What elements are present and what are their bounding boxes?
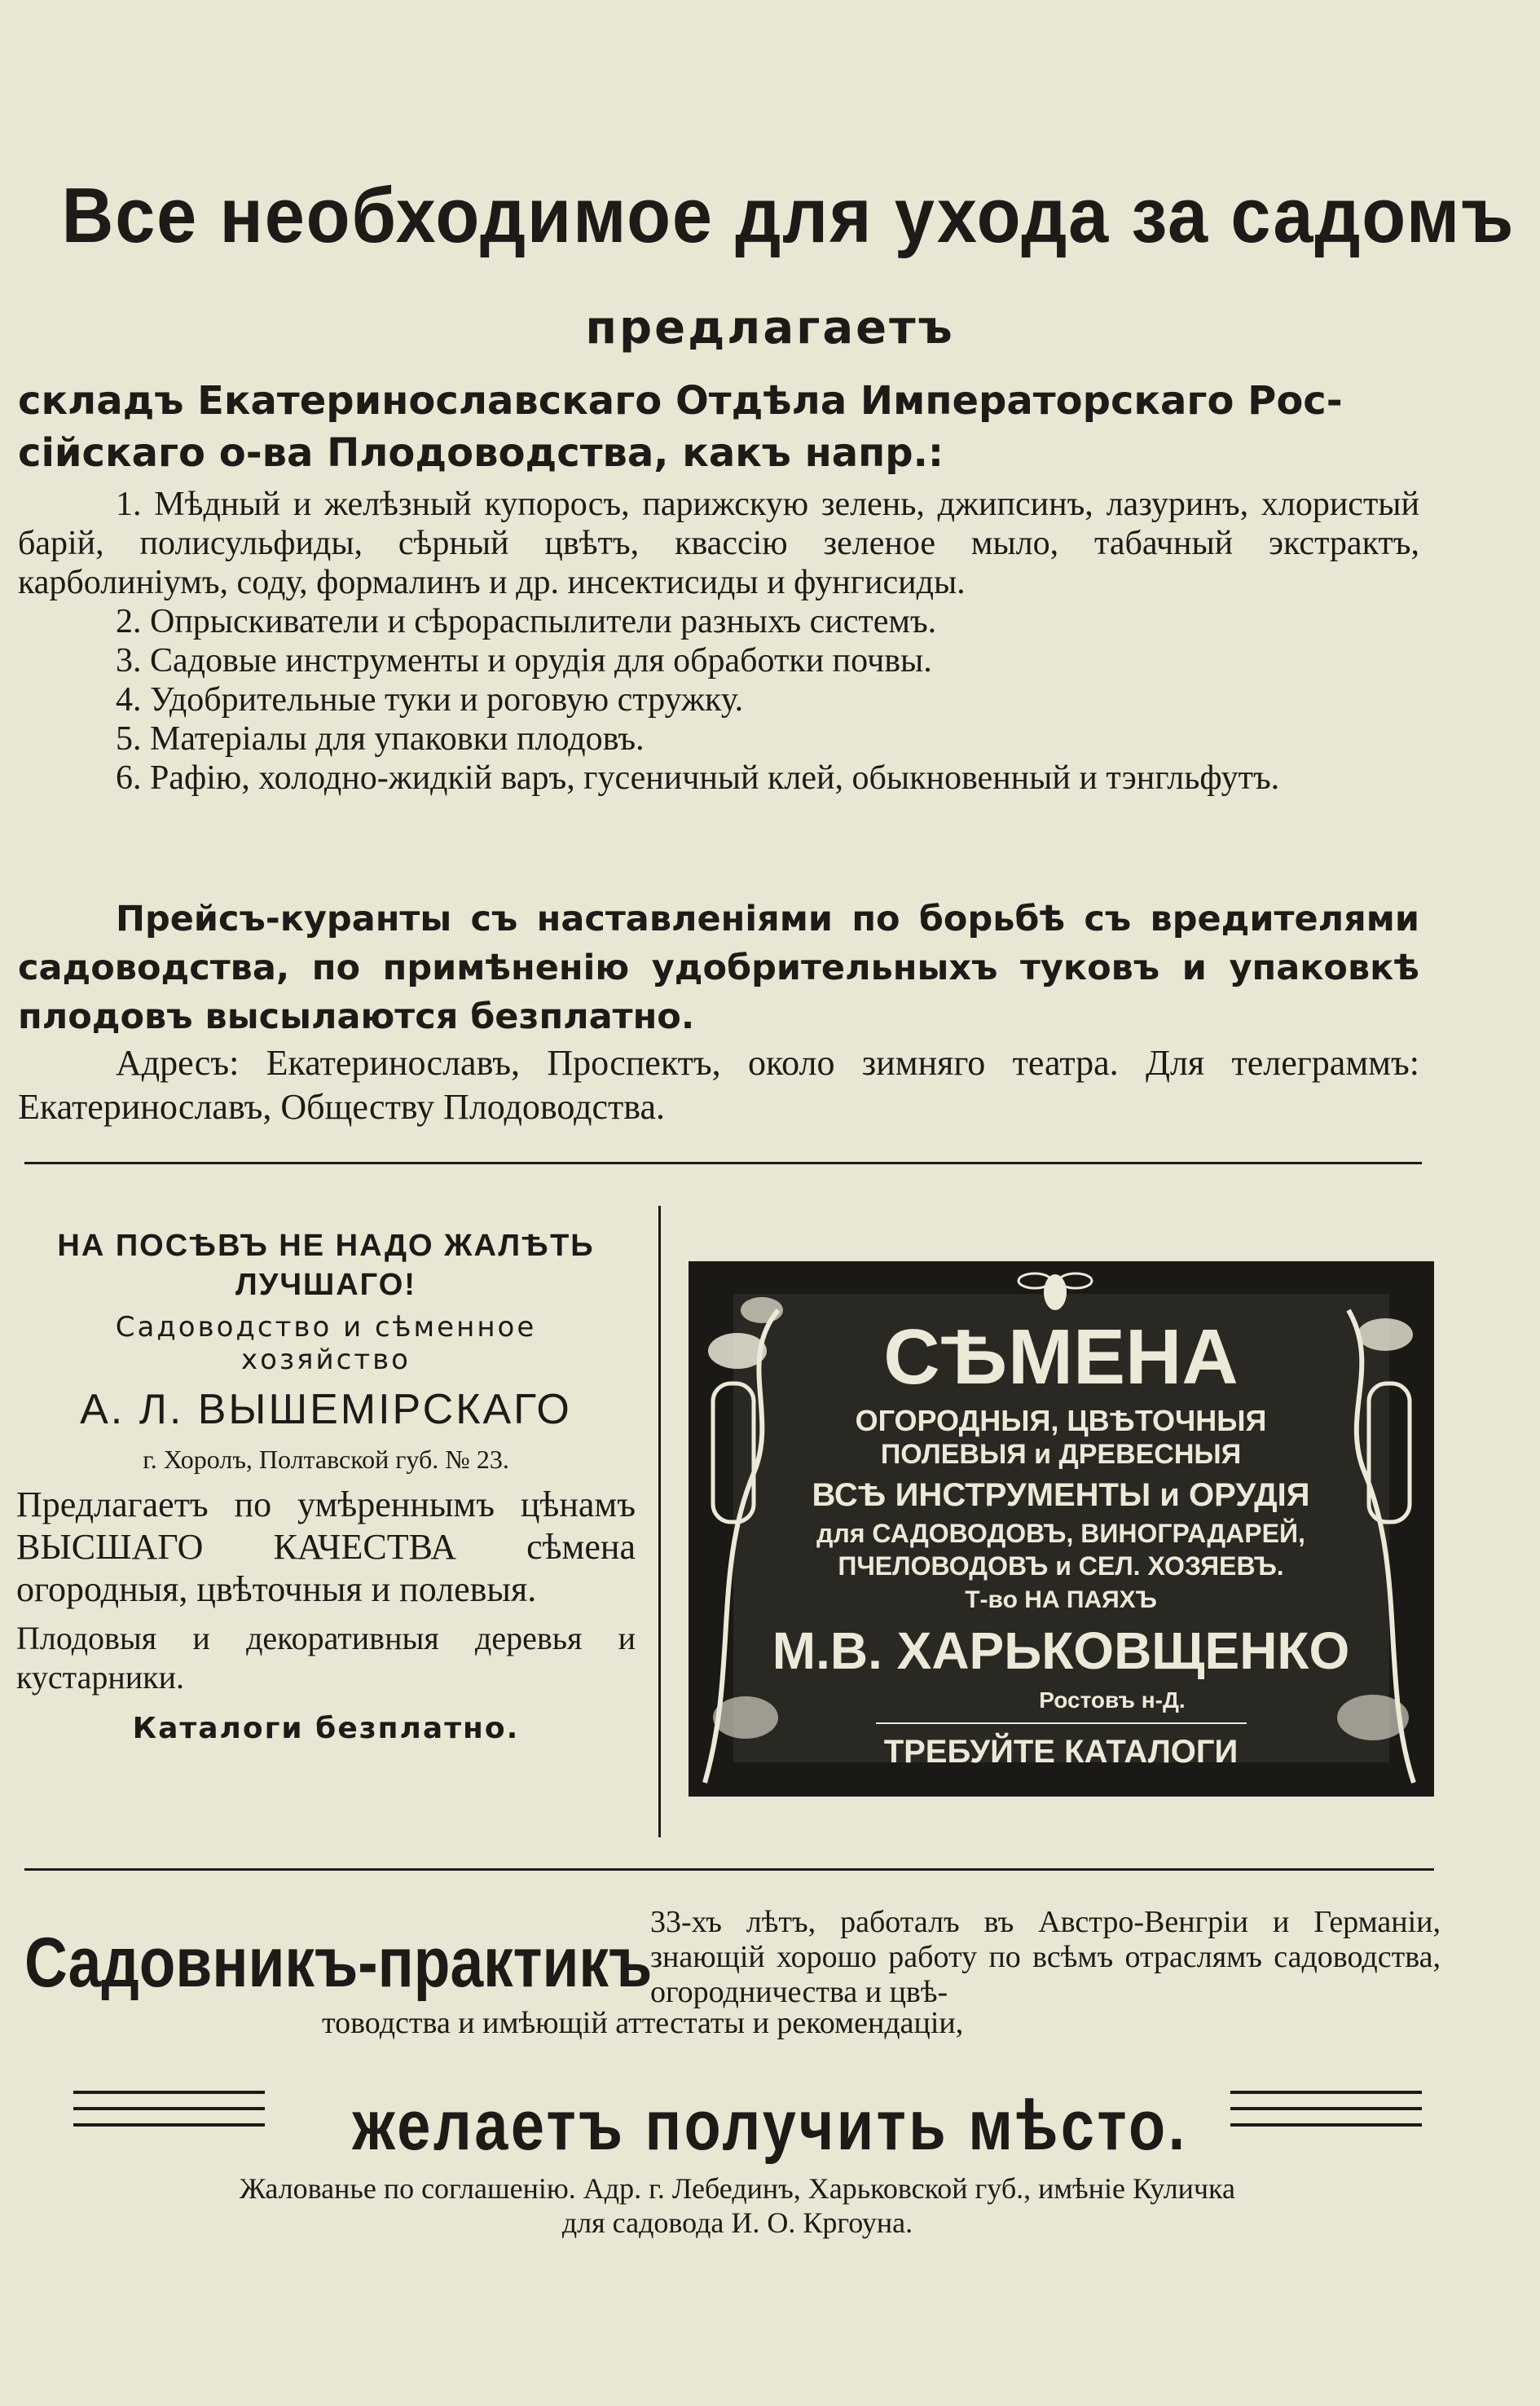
advert-catalog: ТРЕБУЙТЕ КАТАЛОГИ xyxy=(883,1734,1239,1770)
price-list-text: Прейсъ-куранты съ наставленіями по борьбѣ съ вредителями садоводства, по примѣненію удобрительныхъ туковъ и упаковкѣ плодовъ высылаются безплатно. xyxy=(18,899,1419,1037)
salary-address xyxy=(24,2171,1450,2240)
advert-line-5: ПЧЕЛОВОДОВЪ и СЕЛ. ХОЗЯЕВЪ. xyxy=(838,1551,1284,1581)
salary-line-2: для садовода И. О. Кргоуна. xyxy=(561,2206,913,2239)
salary-line-1: Жалованье по соглашенію. Адр. г. Лебединъ, Харьковской губ., имѣніе Куличка xyxy=(240,2172,1235,2205)
list-item: 5. Матеріалы для упаковки плодовъ. xyxy=(116,720,645,758)
advert-line-3: ВСѢ ИНСТРУМЕНТЫ и ОРУДІЯ xyxy=(812,1477,1310,1513)
flower-icon xyxy=(1337,1695,1409,1740)
divider-bottom xyxy=(24,1868,1434,1871)
gardener-description-cont: товодства и имѣющій аттестаты и рекомендаціи, xyxy=(322,2006,964,2040)
address xyxy=(18,1041,1419,1129)
product-list xyxy=(18,485,1419,798)
catalog-note: Каталоги безплатно. xyxy=(132,1712,520,1745)
firm-line-1: Садоводство и сѣменное xyxy=(115,1311,537,1344)
flower-icon xyxy=(741,1297,783,1323)
advert-company: М.В. ХАРЬКОВЩЕНКО xyxy=(772,1621,1350,1680)
gardener-description: 33-хъ лѣтъ, работалъ въ Австро-Венгріи и Германіи, знающій хорошо работу по всѣмъ отраслямъ садоводства, огородничества и цвѣ- xyxy=(650,1905,1441,2009)
list-item: 6. Рафію, холодно-жидкій варъ, гусеничный клей, обыкновенный и тэнгльфутъ. xyxy=(116,759,1280,797)
advert-city: Ростовъ н-Д. xyxy=(1039,1687,1186,1713)
advert-line-1: ОГОРОДНЫЯ, ЦВѢТОЧНЫЯ xyxy=(855,1404,1267,1437)
price-list-note xyxy=(18,895,1419,1041)
trees-text: Плодовыя и декоративныя деревья и кустарники. xyxy=(16,1620,636,1696)
seed-ad-left xyxy=(16,1226,636,1749)
divider-vertical xyxy=(658,1206,661,1837)
advert-line-6: Т-во НА ПАЯХЪ xyxy=(965,1586,1157,1613)
gardener-title: Садовникъ-практикъ xyxy=(24,1924,653,2002)
flower-icon xyxy=(708,1333,767,1369)
firm-line-2: хозяйство xyxy=(241,1344,411,1376)
advert-line-2: ПОЛЕВЫЯ и ДРЕВЕСНЫЯ xyxy=(880,1439,1242,1470)
organization-name xyxy=(18,375,1403,479)
flower-icon xyxy=(1357,1318,1413,1351)
advert-title: СѢМЕНА xyxy=(883,1313,1239,1401)
advert-svg xyxy=(689,1261,1434,1797)
list-item: 1. Мѣдный и желѣзный купоросъ, парижскую зелень, джипсинъ, лазуринъ, хлористый барій, полисульфиды, сѣрный цвѣтъ, квассію зеленое мыло, табачный экстрактъ, карболиніумъ, соду, формалинъ и др. инсектисиды и фунгисиды. xyxy=(18,486,1419,601)
flower-icon xyxy=(713,1696,778,1739)
location: г. Хоролъ, Полтавской губ. № 23. xyxy=(143,1445,509,1474)
list-item: 2. Опрыскиватели и сѣрораспылители разныхъ системъ. xyxy=(116,603,937,640)
seed-advert-illustration xyxy=(689,1261,1434,1797)
owner-name: А. Л. ВЫШЕМІРСКАГО xyxy=(80,1386,572,1433)
divider-top xyxy=(24,1162,1422,1164)
firm-description xyxy=(16,1311,636,1376)
wants-position: желаетъ получить мѣсто. xyxy=(352,2087,1188,2165)
advert-underline xyxy=(876,1722,1247,1724)
offer-text: Предлагаетъ по умѣреннымъ цѣнамъ ВЫСШАГО КАЧЕСТВА сѣмена огородныя, цвѣточныя и полевыя. xyxy=(16,1485,636,1609)
address-text: Адресъ: Екатеринославъ, Проспектъ, около зимняго театра. Для телеграммъ: Екатеринославъ, Обществу Плодоводства. xyxy=(18,1043,1419,1127)
organization-line-2: сійскаго о-ва Плодоводства, какъ напр.: xyxy=(18,430,944,476)
advert-line-4: для САДОВОДОВЪ, ВИНОГРАДАРЕЙ, xyxy=(816,1519,1305,1548)
organization-line-1: складъ Екатеринославскаго Отдѣла Императорскаго Рос- xyxy=(18,378,1343,424)
headline: Все необходимое для ухода за садомъ xyxy=(61,172,1516,259)
slogan: НА ПОСѢВЪ НЕ НАДО ЖАЛѢТЬ ЛУЧШАГО! xyxy=(57,1229,595,1302)
offers-label: предлагаетъ xyxy=(585,301,955,354)
list-item: 3. Садовые инструменты и орудія для обработки почвы. xyxy=(116,642,932,680)
list-item: 4. Удобрительные туки и роговую стружку. xyxy=(116,681,744,719)
